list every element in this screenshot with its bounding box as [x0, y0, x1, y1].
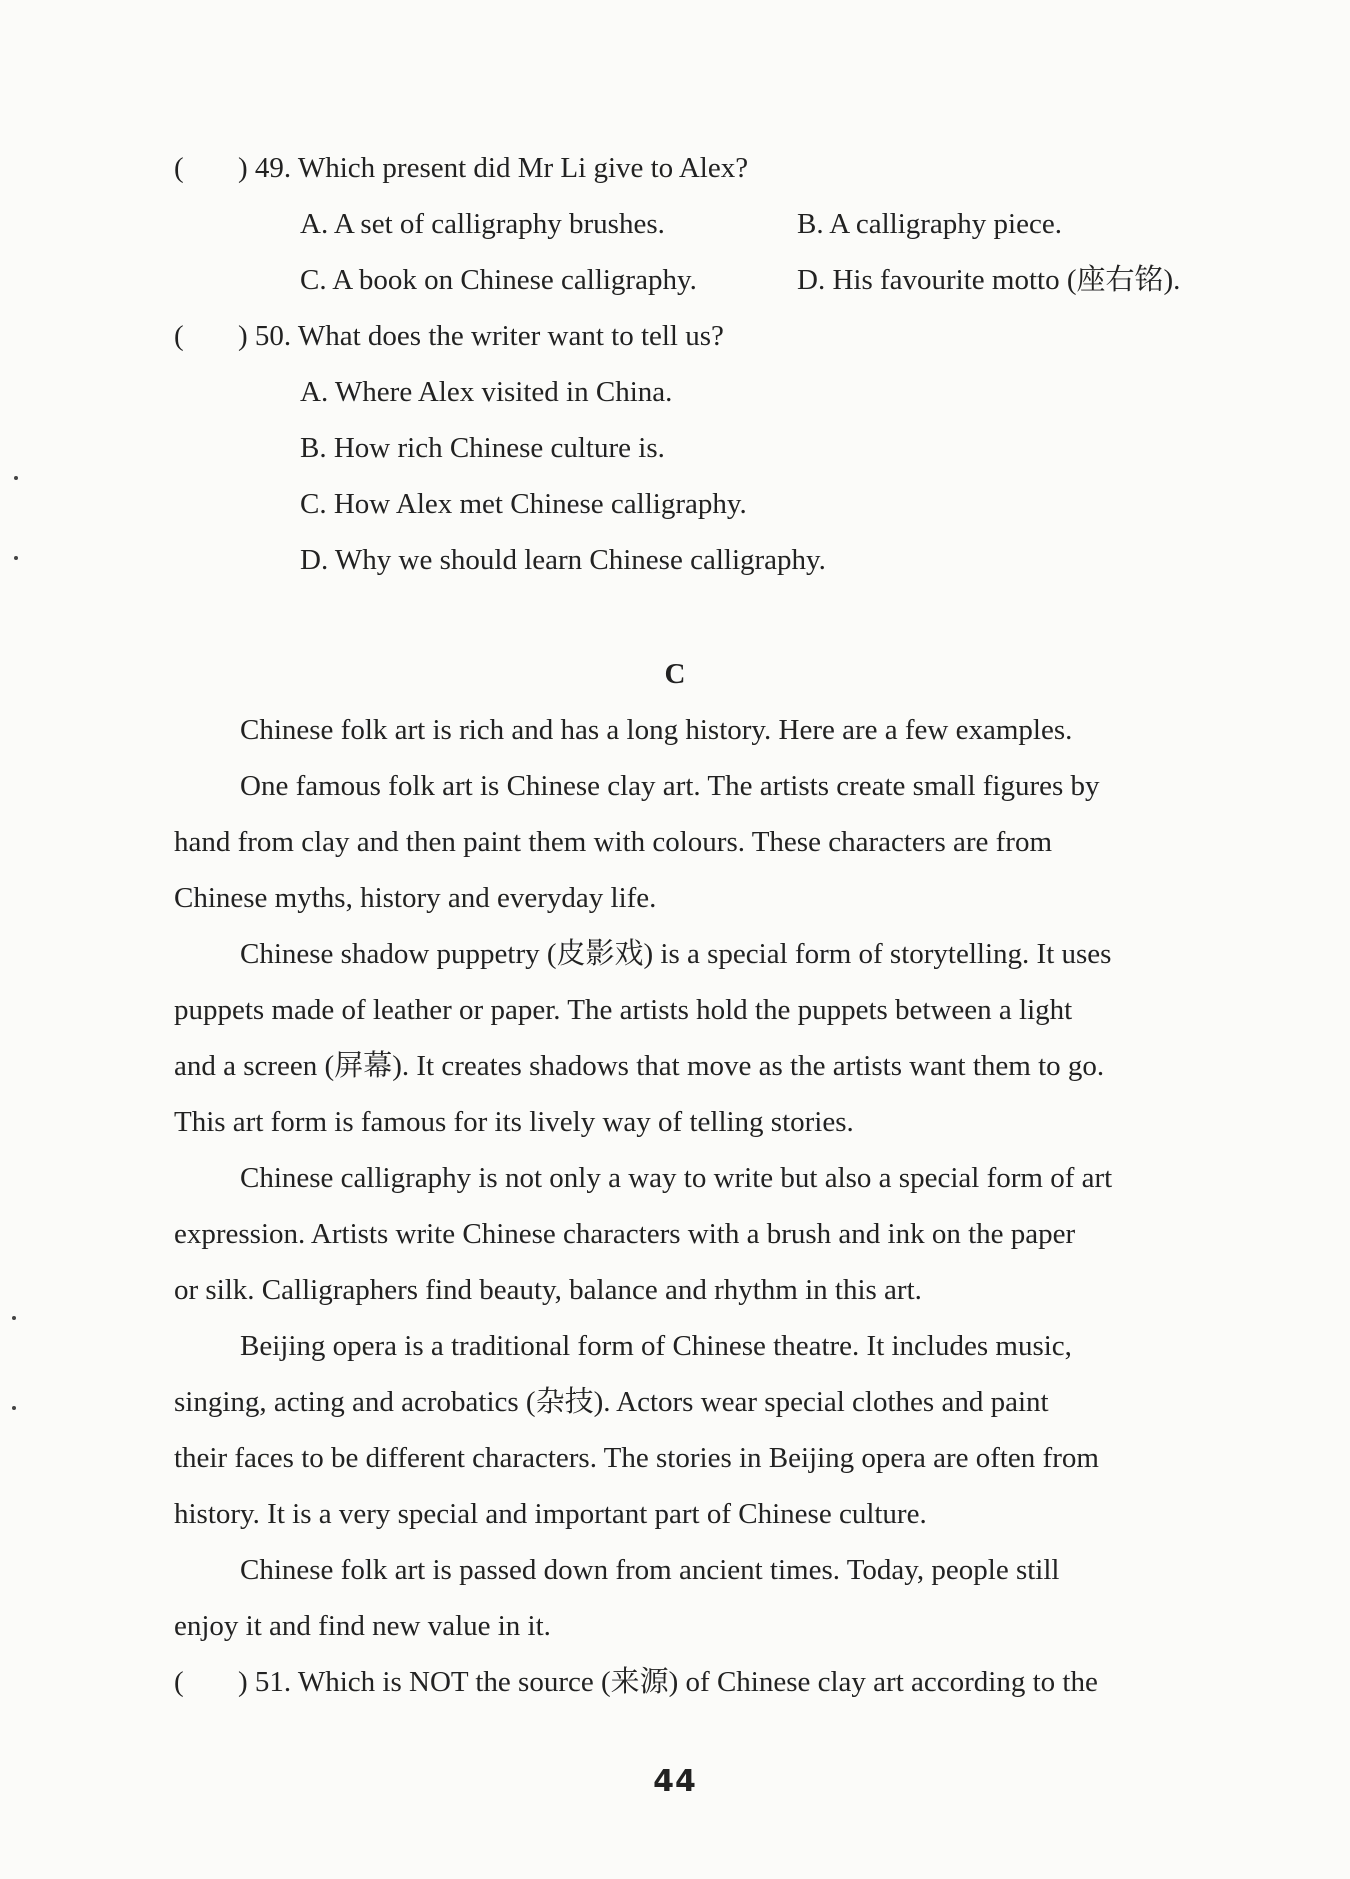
passage-line: This art form is famous for its lively way of telling stories.: [174, 1106, 854, 1138]
passage-line: Beijing opera is a traditional form of Chinese theatre. It includes music,: [240, 1330, 1072, 1362]
scan-speck: [14, 476, 18, 480]
passage-line: their faces to be different characters. The stories in Beijing opera are often from: [174, 1442, 1099, 1474]
q49-option-a: A. A set of calligraphy brushes.: [300, 208, 665, 240]
passage-line: Chinese shadow puppetry (皮影戏) is a special form of storytelling. It uses: [240, 938, 1112, 970]
passage-line: Chinese folk art is rich and has a long history. Here are a few examples.: [240, 714, 1073, 746]
passage-line: enjoy it and find new value in it.: [174, 1610, 551, 1642]
section-title: C: [664, 658, 686, 690]
scan-speck: [12, 1406, 16, 1410]
q50-option-b: B. How rich Chinese culture is.: [300, 432, 665, 464]
q50-option-c: C. How Alex met Chinese calligraphy.: [300, 488, 747, 520]
question-51-text: ) 51. Which is NOT the source (来源) of Chinese clay art according to the: [238, 1666, 1098, 1698]
question-49: [174, 150, 748, 186]
question-51: [174, 1664, 1098, 1700]
passage-line: expression. Artists write Chinese characters with a brush and ink on the paper: [174, 1218, 1076, 1250]
page-number: 44: [653, 1764, 697, 1799]
q49-option-d: D. His favourite motto (座右铭).: [797, 264, 1181, 296]
q50-option-d: D. Why we should learn Chinese calligraphy.: [300, 544, 826, 576]
passage-line: One famous folk art is Chinese clay art. The artists create small figures by: [240, 770, 1100, 802]
q49-option-c: C. A book on Chinese calligraphy.: [300, 264, 697, 296]
question-50: [174, 318, 724, 354]
passage-line: puppets made of leather or paper. The artists hold the puppets between a light: [174, 994, 1073, 1026]
passage-line: or silk. Calligraphers find beauty, balance and rhythm in this art.: [174, 1274, 922, 1306]
scan-speck: [14, 556, 18, 560]
passage-line: hand from clay and then paint them with colours. These characters are from: [174, 826, 1053, 858]
passage-line: Chinese myths, history and everyday life.: [174, 882, 657, 914]
answer-blank[interactable]: (: [174, 320, 184, 352]
passage-line: Chinese folk art is passed down from ancient times. Today, people still: [240, 1554, 1060, 1586]
q49-option-b: B. A calligraphy piece.: [797, 208, 1062, 240]
q50-option-a: A. Where Alex visited in China.: [300, 376, 673, 408]
answer-blank[interactable]: (: [174, 1666, 184, 1698]
scan-speck: [12, 1316, 16, 1320]
passage-line: singing, acting and acrobatics (杂技). Actors wear special clothes and paint: [174, 1386, 1049, 1418]
question-50-text: ) 50. What does the writer want to tell us?: [238, 320, 724, 352]
passage-line: Chinese calligraphy is not only a way to write but also a special form of art: [240, 1162, 1113, 1194]
passage-line: and a screen (屏幕). It creates shadows that move as the artists want them to go.: [174, 1050, 1105, 1082]
answer-blank[interactable]: (: [174, 152, 184, 184]
question-49-text: ) 49. Which present did Mr Li give to Alex?: [238, 152, 749, 184]
passage-line: history. It is a very special and important part of Chinese culture.: [174, 1498, 927, 1530]
